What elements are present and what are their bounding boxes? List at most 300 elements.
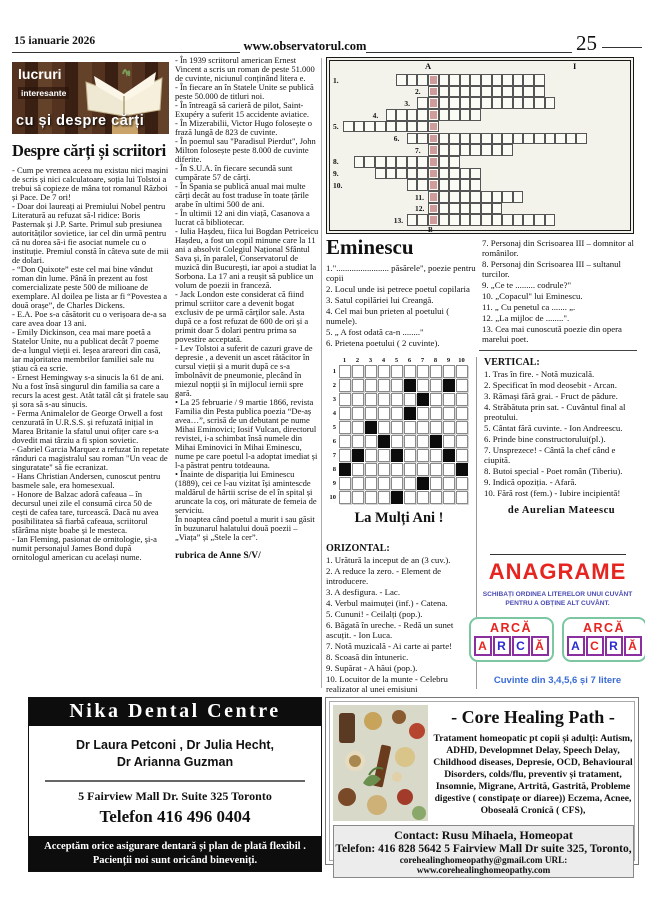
crossword-cell [396, 109, 407, 121]
article-paragraph: În noaptea când poetul a murit i sau găsit în buzunarul halatului două poezii – „Viața” și „Stele la cer”. [175, 514, 315, 542]
orizontal-heading: ORIZONTAL: [326, 543, 390, 554]
row-number: 3. [404, 98, 411, 108]
crossword-cell [443, 421, 455, 434]
page-number: 25 [576, 31, 597, 55]
header-rule [366, 52, 572, 53]
article-paragraph: - Iulia Hașdeu, fiica lui Bogdan Petriceicu Hașdeu, a fost un copil minune care la 11 ani a absolvit Colegiul Național Sfântul Sava și, în paralel, Conservatorul de muzică din București, iar apoi a studiat la Sorbona. La 17 ani a reușit să publice un volum de poezii in franceză. [175, 226, 319, 290]
crossword-cell [470, 179, 481, 191]
crossword-clue: 4. Verbul maimuței (inf.) - Catena. [326, 598, 448, 608]
article-paragraph: - Cum pe vremea aceea nu existau nici mașini de scris și nici calculatoare, soția lui Tolstoi a trebui să copieze de mâna tot romanul Război și Pace. De 7 ori! [12, 165, 169, 202]
crossword-cell [470, 214, 481, 226]
row-number: 6. [393, 134, 400, 143]
right-column [326, 57, 639, 694]
anagram-box [469, 617, 554, 662]
crossword-cell [428, 109, 439, 121]
row-header: 8 [332, 465, 336, 473]
crossword-cell [481, 86, 492, 98]
crossword-clue: 7. Notă muzicală - Ai carte ai parte! [326, 641, 453, 651]
crossword-cell [430, 491, 442, 504]
vertical-heading: VERTICAL: [484, 357, 540, 368]
column-header: 8 [433, 357, 438, 364]
crossword-cell [439, 144, 450, 156]
grid-row [328, 364, 472, 378]
crossword-cell [470, 203, 481, 215]
crossword-cell [460, 191, 471, 203]
site-url: www.observatorul.com [243, 39, 367, 53]
crossword-cell [502, 214, 513, 226]
crossword-cell [449, 179, 460, 191]
crossword-cell [428, 133, 439, 145]
section-rule [490, 554, 626, 555]
crossword-clue: 8. Personaj din Scrisoarea III – sultanul turcilor. [482, 259, 622, 279]
crossword-cell [407, 168, 418, 180]
crossword-cell [352, 421, 364, 434]
column-header: 2 [355, 357, 360, 364]
crossword-cell [555, 133, 566, 145]
article-paragraph: • La 25 februarie / 9 martie 1866, revista Familia din Pesta publica poezia “De-aș avea…”, scrisă de un debutant pe nume Mihai Eminovici; Iosif Vulcan, directorul revistei, i-a schimbat însă numele din Mihai Eminovici în Mihai Eminescu, nume pe care poetul l-a adoptat imediat și l-a păstrat pentru totdeauna. [175, 397, 318, 470]
crossword-cell [439, 191, 450, 203]
row-number: 10. [333, 180, 343, 190]
crossword-cell [352, 491, 364, 504]
crossword-cell [449, 168, 460, 180]
crossword-cell [449, 203, 460, 215]
article-paragraph: - Ian Fleming, pasionat de ornitologie, și-a numit personajul James Bond după ornitologul american cu același nume. [12, 534, 157, 562]
crossword-cell [439, 168, 450, 180]
crossword-cell [460, 203, 471, 215]
crossword-cell [352, 365, 364, 378]
row-header: 3 [332, 395, 336, 403]
crossword-cell [428, 191, 439, 203]
crossword-cell [470, 86, 481, 98]
crossword-cell [492, 86, 503, 98]
crossword-cell [343, 121, 354, 133]
crossword-cell [365, 379, 377, 392]
crossword-cell [378, 407, 390, 420]
crossword-cell [456, 491, 468, 504]
crossword-cell [481, 203, 492, 215]
grid-label-b: B [428, 226, 433, 234]
letter-tiles [567, 636, 642, 656]
crossword-cell [460, 144, 471, 156]
article-paragraph: - Jack London este considerat că fiind primul scriitor care a devenit bogat exclusiv de pe urmă cărților sale. Asta după ce a fost refuzat de 600 de ori și a primit doar 5 dolari pentru prima sa povestire acceptată. [175, 289, 309, 344]
crossword-cell [404, 435, 416, 448]
crossword-cell [396, 74, 407, 86]
crossword-cell [391, 407, 403, 420]
crossword-cell [407, 133, 418, 145]
crossword-cell [365, 491, 377, 504]
crossword-cell [352, 407, 364, 420]
crossword-clue: 9. „Ce te ......... codrule?" [482, 280, 572, 290]
crossword-cell [545, 214, 556, 226]
crossword-cell [365, 463, 377, 476]
crossword-cell [443, 463, 455, 476]
crossword-clue: 10. „Copacul" lui Eminescu. [482, 291, 583, 301]
article-paragraph: - În fiecare an în Statele Unite se publică peste 50.000 de titluri noi. [175, 82, 314, 101]
crossword-cell [443, 477, 455, 490]
crossword-cell [407, 74, 418, 86]
highlight-square [430, 99, 437, 107]
article-paragraph: - Ferma Animalelor de George Orwell a fost cenzurată în U.R.S.S. și refuzată inițial in Marea Britanie la sfatul unui ofițer care s-a dovedit mai târziu a fi spion sovietic. [12, 408, 163, 445]
row-number: 4. [372, 110, 379, 120]
crossword-cell [375, 168, 386, 180]
row-number: 5. [333, 122, 339, 132]
crossword-cell [339, 421, 351, 434]
crossword-cell [502, 86, 513, 98]
crossword-cell [417, 121, 428, 133]
crossword-cell [417, 109, 428, 121]
crossword-clue: 6. Prinde bine constructorului(pl.). [484, 434, 606, 444]
column-header: 3 [368, 357, 373, 364]
crossword-cell [456, 421, 468, 434]
crossword-cell [378, 379, 390, 392]
anagrame-section [476, 559, 639, 686]
crossword-cell [375, 121, 386, 133]
crossword-cell [460, 86, 471, 98]
crossword-cell [396, 121, 407, 133]
crossword-cell [396, 156, 407, 168]
highlight-square [430, 146, 437, 154]
grid-header-row [328, 357, 472, 364]
row-number: 12. [415, 204, 425, 214]
crossword-cell [428, 168, 439, 180]
crossword-cell [352, 477, 364, 490]
healing-ad-body: Tratament homeopatic pt copii și adulți: Autism, ADHD, Developmnet Delay, Speech Delay, Childhood diseases, Depresie, OCD, Behavioural Disorders, colds/flu, preventiv și tratament, Insomnie, Migrane, Artrită, Gastrită, Probleme digestive ( constipațe or diaree)) Eczema, Acnee, Oboseală Cronică ( CFS), [433, 733, 633, 816]
crossword-cell [391, 365, 403, 378]
crossword-cell [430, 421, 442, 434]
letter-tile: C [512, 636, 530, 656]
section-rule [479, 350, 637, 351]
article-text-middle [175, 56, 319, 542]
grid-row [328, 462, 472, 476]
highlight-square [430, 135, 437, 143]
crossword-cell [378, 365, 390, 378]
crossword-cell [430, 365, 442, 378]
crossword-clue: 12. „La mijloc de ........". [482, 313, 570, 323]
crossword-cell [339, 463, 351, 476]
letter-tile: Ă [531, 636, 549, 656]
grid-label-right: I [573, 61, 577, 71]
crossword-cell [470, 168, 481, 180]
banner-line3: cu și despre cărți [16, 113, 145, 129]
article-paragraph: - În întreagă să carieră de pilot, Saint-Exupéry a suferit 15 accidente aviatice. [175, 100, 310, 119]
article-paragraph: - În Spania se publică anual mai multe cărți decât au fost traduse în toate țările arabe în ultimi 500 de ani. [175, 181, 309, 209]
highlight-square [430, 193, 437, 201]
header-rule [602, 47, 642, 48]
ad-divider [45, 780, 305, 782]
crossword-cell [391, 379, 403, 392]
crossword-cell [456, 477, 468, 490]
grid-row [328, 392, 472, 406]
crossword-cell [534, 214, 545, 226]
crossword-cell [339, 435, 351, 448]
crossword-cell [439, 109, 450, 121]
crossword-clue: 1."........................ păsărele", poezie pentru copii [326, 263, 476, 283]
crossword-clue: 3. Rămași fără grai. - Fruct de pădure. [484, 391, 618, 401]
crossword-cell [502, 191, 513, 203]
crossword-cell [386, 168, 397, 180]
crossword-cell [407, 156, 418, 168]
crossword-cell [481, 74, 492, 86]
grid-corner [328, 357, 338, 364]
crossword-cell [513, 86, 524, 98]
crossword-cell [417, 74, 428, 86]
orizontal-clues [326, 543, 479, 695]
grid-row [328, 434, 472, 448]
crossword-cell [417, 97, 428, 109]
crossword-cell [439, 86, 450, 98]
row-header: 6 [332, 437, 336, 445]
crossword-cell [470, 74, 481, 86]
crossword-cell [430, 379, 442, 392]
anagram-boxes [476, 617, 639, 662]
crossword-cell [513, 74, 524, 86]
crossword-cell [534, 97, 545, 109]
books-banner-image [12, 62, 169, 134]
crossword-cell [502, 74, 513, 86]
crossword-cell [545, 97, 556, 109]
crossword-cell [443, 365, 455, 378]
row-number: 13. [393, 215, 404, 225]
crossword-cell [513, 97, 524, 109]
crossword-clue: 3. A desfigura. - Lac. [326, 587, 401, 597]
crossword-clue: 11. „ Cu penetul ca ....... „. [482, 302, 576, 312]
highlight-square [430, 158, 437, 166]
letter-tile: C [586, 636, 604, 656]
eminescu-clues-left [326, 263, 478, 349]
crossword-cell [364, 156, 375, 168]
crossword-cell [460, 109, 471, 121]
crossword-cell [470, 133, 481, 145]
crossword-cell [502, 97, 513, 109]
crossword-cell [513, 191, 524, 203]
letter-tile: Ă [624, 636, 642, 656]
crossword-cell [460, 168, 471, 180]
healing-ad-title: - Core Healing Path - [451, 707, 615, 727]
crossword-cell [439, 203, 450, 215]
header-rule [12, 52, 240, 53]
crossword-cell [449, 86, 460, 98]
crossword-cell [456, 379, 468, 392]
crossword-cell [428, 121, 439, 133]
crossword-cell [404, 449, 416, 462]
row-header: 7 [332, 451, 336, 459]
crossword-cell [439, 74, 450, 86]
anagrame-title: ANAGRAME [488, 559, 627, 584]
crossword-cell [492, 214, 503, 226]
letter-tile: A [474, 636, 492, 656]
crossword-cell [439, 214, 450, 226]
crossword-cell [456, 365, 468, 378]
middle-column [175, 56, 319, 561]
highlight-square [430, 170, 437, 178]
crossword-cell [492, 203, 503, 215]
crossword-cell [523, 86, 534, 98]
crossword-clue: 1. Tras în fire. - Notă muzicală. [484, 369, 595, 379]
crossword-cell [417, 133, 428, 145]
homeopathy-collage-image [333, 705, 428, 821]
row-header: 2 [332, 381, 336, 389]
article-paragraph: - În Mizerabilii, Victor Hugo folosește o frază lungă de 823 de cuvinte. [175, 118, 312, 137]
crossword-cell [460, 74, 471, 86]
article-heading: Despre cărți și scriitori [12, 141, 166, 160]
crossword-cell [428, 214, 439, 226]
crossword-clue: 6. Băgată în ureche. - Redă un sunet ascuțit. - Ion Luca. [326, 620, 454, 640]
crossword-clue: 10. Fără rost (fem.) - Iubire incipientă! [484, 488, 621, 498]
crossword-cell [417, 168, 428, 180]
crossword-cell [404, 421, 416, 434]
row-number: 1. [333, 75, 339, 85]
crossword-cell [492, 74, 503, 86]
crossword-cell [443, 379, 455, 392]
crossword-cell [391, 449, 403, 462]
crossword-cell [378, 393, 390, 406]
crossword-cell [364, 121, 375, 133]
row-number: 9. [333, 169, 339, 179]
article-paragraph: - Doar doi laureați ai Premiului Nobel pentru Literatură au refuzat să-l ridice: Boris Pasternak și J.P. Sarte. Primul sub presiunea autorităților sovietice, iar cel din urmă pentru că nu dorea să-i fie asociat numele cu o instituție. Premiul constă în câteva sute de mii de dolari. [12, 201, 169, 265]
crossword-grid [328, 357, 472, 504]
crossword-cell [365, 449, 377, 462]
crossword-cell [417, 156, 428, 168]
article-paragraph: - Honore de Balzac adoră cafeaua – în decursul unei zile el consumă circa 50 de cești de cafea tare, turcească. Dacă nu avea posibilitatea să fiarbă cafeaua, scriitorul sfărâma niște boabe și le mesteca. [12, 489, 159, 535]
crossword-cell [391, 463, 403, 476]
crossword-cell [407, 121, 418, 133]
crossword-cell [428, 86, 439, 98]
crossword-cell [443, 435, 455, 448]
crossword-cell [523, 133, 534, 145]
highlight-square [430, 216, 437, 224]
column-header: 10 [458, 357, 465, 364]
crossword-cell [566, 133, 577, 145]
crossword-cell [430, 449, 442, 462]
crossword-cell [404, 463, 416, 476]
crossword-cell [545, 133, 556, 145]
crossword-cell [365, 477, 377, 490]
crossword-cell [449, 74, 460, 86]
crossword-cell [430, 393, 442, 406]
crossword-cell [523, 97, 534, 109]
column-byline: rubrica de Anne S/V/ [175, 551, 261, 561]
crossword-clue: 9. Supărat - A hăui (pop.). [326, 663, 418, 673]
grid-row [328, 476, 472, 490]
crossword-cell [417, 393, 429, 406]
grid-row [328, 406, 472, 420]
anagrame-subtitle: SCHIBAȚI ORDINEA LITERELOR UNUI CUVÂNT PENTRU A OBȚINE ALT CUVÂNT. [482, 591, 633, 607]
grid-row [328, 420, 472, 434]
crossword-cell [391, 421, 403, 434]
crossword-cell [456, 449, 468, 462]
healing-ad-contact: Contact: Rusu Mihaela, Homeopat Telefon: 416 828 5642 5 Fairview Mall Dr suite 325, Toronto, corehealinghomeopathy@gmail.com URL: www.corehealinghomeopathy.com [333, 825, 634, 878]
crossword-cell [417, 379, 429, 392]
row-number: 7. [415, 145, 421, 155]
crossword-cell [391, 393, 403, 406]
crossword-clue: 6. Prietena poetului ( 2 cuvinte). [326, 338, 440, 348]
column-header: 6 [407, 357, 412, 364]
article-paragraph: - În ultimii 12 ani din viață, Casanova a lucrat că bibliotecar. [175, 208, 310, 227]
crossword-cell [428, 156, 439, 168]
crossword-cell [502, 144, 513, 156]
crossword-cell [417, 214, 428, 226]
letter-tile: A [567, 636, 585, 656]
crossword-cell [428, 203, 439, 215]
crossword-cell [439, 179, 450, 191]
crossword-cell [481, 144, 492, 156]
crossword-clue: 2. Locul unde isi petrece poetul copilaria [326, 284, 470, 294]
crossword-clue: 2. Specificat în mod deosebit - Arcan. [484, 380, 617, 390]
crossword-cell [456, 463, 468, 476]
column-header: 7 [420, 357, 425, 364]
crossword-cell [404, 379, 416, 392]
crossword-cell [460, 133, 471, 145]
crossword-cell [534, 86, 545, 98]
crossword-cell [378, 435, 390, 448]
puzzle-author: de Aurelian Mateescu [507, 505, 616, 516]
dental-address: 5 Fairview Mall Dr. Suite 325 Toronto [78, 789, 272, 803]
crossword-cell [417, 491, 429, 504]
article-paragraph: • Înainte de dispariția lui Eminescu (1889), cei ce l-au vizitat își amintescde maldărul de hârtii scrise de el în spital și aruncate la coș, ori măturate de femeia de serviciu. [175, 469, 317, 515]
crossword-cell [456, 393, 468, 406]
crossword-cell [523, 214, 534, 226]
column-header: 1 [342, 357, 347, 364]
crossword-cell [443, 449, 455, 462]
article-paragraph: - E.A. Poe s-a căsătorit cu o verișoara de-a sa care avea doar 13 ani. [12, 309, 167, 328]
crossword-clue: 7. Unsprezece! - Cântă la chef când e ciupită. [484, 445, 616, 465]
crossword-cell [378, 491, 390, 504]
crossword-cell [456, 407, 468, 420]
crossword-cell [352, 449, 364, 462]
article-paragraph: - Ernest Hemingway s-a sinucis la 61 de ani. Nu a fost însă singurul din familia sa care a recurs la acest gest. Atât tatăl cât și fratele sau și sora să s-au sinucis. [12, 372, 169, 409]
crossword-cell [365, 435, 377, 448]
crossword-cell [386, 121, 397, 133]
crossword-cell [365, 393, 377, 406]
crossword-cell [417, 407, 429, 420]
grid-label-a: A [425, 61, 432, 71]
crossword-clue: 4. Străbătuta prin sat. - Cuvântul final al preotului. [484, 402, 626, 422]
crossword-cell [339, 491, 351, 504]
crossword-cell [439, 133, 450, 145]
crossword-clue: 10. Locuitor de la munte - Celebru realizator al unei emisiuni [326, 674, 448, 694]
crossword-cell [352, 379, 364, 392]
crossword-cell [460, 214, 471, 226]
crossword-cell [417, 435, 429, 448]
crossword-cell [449, 214, 460, 226]
crossword-cell [386, 109, 397, 121]
article-paragraph: - Hans Christian Andersen, cunoscut pentru basmele sale, era homesexual. [12, 471, 161, 490]
row-header: 4 [332, 409, 336, 417]
crossword-cell [481, 133, 492, 145]
crossword-cell [449, 109, 460, 121]
crossword-cell [378, 449, 390, 462]
crossword-cell [352, 393, 364, 406]
healing-ad [325, 697, 639, 875]
dental-phone: Telefon 416 496 0404 [99, 807, 251, 826]
crossword-cell [339, 379, 351, 392]
crossword-cell [513, 133, 524, 145]
crossword-cell [534, 74, 545, 86]
crossword-cell [502, 133, 513, 145]
dental-ad-footer: Acceptăm orice asigurare dentară și plan de plată flexibil . Pacienții noi sunt oricând bineveniți. [29, 836, 321, 871]
crossword-clue: 8. Butoi special - Poet român (Tiberiu). [484, 466, 623, 476]
crossword-cell [470, 97, 481, 109]
vertical-clues [484, 357, 639, 516]
crossword-cell [417, 365, 429, 378]
row-number: 8. [333, 157, 339, 167]
crossword-clue: 9. Indică opoziția. - Afară. [484, 477, 577, 487]
column-header: 5 [394, 357, 399, 364]
crossword-cell [391, 477, 403, 490]
crossword-cell [339, 449, 351, 462]
article-paragraph: - În poemul sau "Paradisul Pierdut", John Milton folosește peste 8.000 de cuvinte diferite. [175, 136, 316, 164]
highlight-square [430, 181, 437, 189]
